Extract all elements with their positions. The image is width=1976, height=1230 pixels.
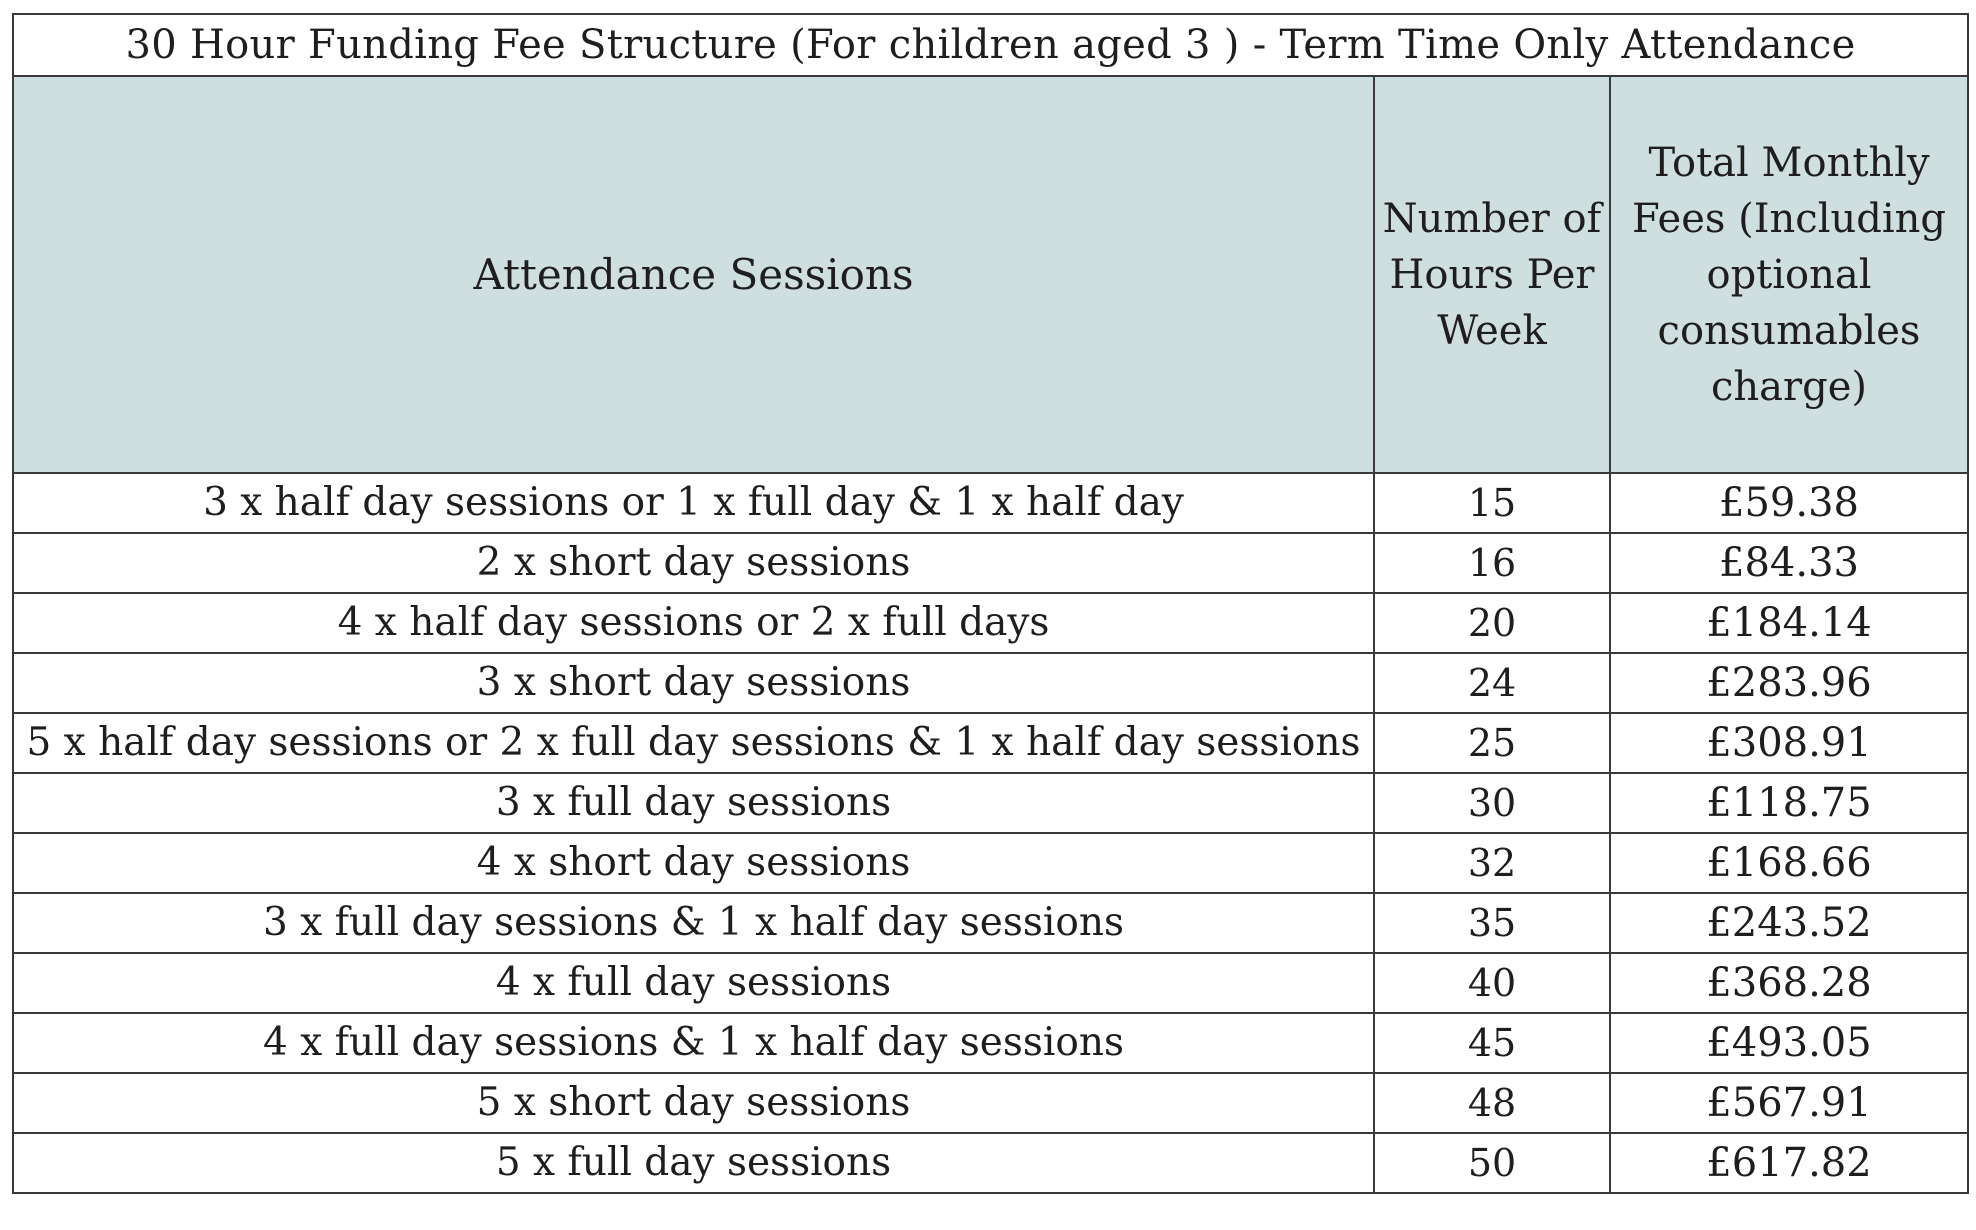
attendance-sessions-cell: 3 x half day sessions or 1 x full day & 1 x half day: [13, 473, 1374, 533]
header-attendance-sessions: Attendance Sessions: [13, 76, 1374, 473]
attendance-sessions-cell: 5 x short day sessions: [13, 1073, 1374, 1133]
table-row: [13, 893, 1968, 953]
header-hours-per-week: Number of Hours Per Week: [1374, 76, 1610, 473]
table-row: [13, 1013, 1968, 1073]
table-row: [13, 773, 1968, 833]
attendance-sessions-cell: 3 x short day sessions: [13, 653, 1374, 713]
table-row: [13, 473, 1968, 533]
hours-per-week-cell: 24: [1374, 653, 1610, 713]
hours-per-week-cell: 32: [1374, 833, 1610, 893]
table-row: [13, 653, 1968, 713]
monthly-fee-cell: £567.91: [1610, 1073, 1968, 1133]
monthly-fee-cell: £84.33: [1610, 533, 1968, 593]
monthly-fee-cell: £168.66: [1610, 833, 1968, 893]
table-row: [13, 1133, 1968, 1193]
table-row: [13, 593, 1968, 653]
attendance-sessions-cell: 5 x half day sessions or 2 x full day sessions & 1 x half day sessions: [13, 713, 1374, 773]
header-total-monthly-fees: Total Monthly Fees (Including optional consumables charge): [1610, 76, 1968, 473]
monthly-fee-cell: £243.52: [1610, 893, 1968, 953]
fee-structure-table: [12, 13, 1969, 1194]
table-row: [13, 713, 1968, 773]
monthly-fee-cell: £493.05: [1610, 1013, 1968, 1073]
table-row: [13, 953, 1968, 1013]
table-title: 30 Hour Funding Fee Structure (For children aged 3 ) - Term Time Only Attendance: [13, 14, 1968, 76]
title-row: [13, 14, 1968, 76]
monthly-fee-cell: £308.91: [1610, 713, 1968, 773]
attendance-sessions-cell: 4 x short day sessions: [13, 833, 1374, 893]
attendance-sessions-cell: 2 x short day sessions: [13, 533, 1374, 593]
hours-per-week-cell: 20: [1374, 593, 1610, 653]
hours-per-week-cell: 16: [1374, 533, 1610, 593]
attendance-sessions-cell: 4 x half day sessions or 2 x full days: [13, 593, 1374, 653]
table-body: [13, 14, 1968, 1193]
attendance-sessions-cell: 3 x full day sessions & 1 x half day sessions: [13, 893, 1374, 953]
attendance-sessions-cell: 5 x full day sessions: [13, 1133, 1374, 1193]
hours-per-week-cell: 15: [1374, 473, 1610, 533]
monthly-fee-cell: £368.28: [1610, 953, 1968, 1013]
hours-per-week-cell: 25: [1374, 713, 1610, 773]
hours-per-week-cell: 30: [1374, 773, 1610, 833]
monthly-fee-cell: £118.75: [1610, 773, 1968, 833]
table-row: [13, 533, 1968, 593]
attendance-sessions-cell: 3 x full day sessions: [13, 773, 1374, 833]
table-row: [13, 1073, 1968, 1133]
table-row: [13, 833, 1968, 893]
monthly-fee-cell: £283.96: [1610, 653, 1968, 713]
hours-per-week-cell: 45: [1374, 1013, 1610, 1073]
attendance-sessions-cell: 4 x full day sessions & 1 x half day sessions: [13, 1013, 1374, 1073]
monthly-fee-cell: £617.82: [1610, 1133, 1968, 1193]
hours-per-week-cell: 50: [1374, 1133, 1610, 1193]
hours-per-week-cell: 48: [1374, 1073, 1610, 1133]
hours-per-week-cell: 35: [1374, 893, 1610, 953]
header-row: [13, 76, 1968, 473]
attendance-sessions-cell: 4 x full day sessions: [13, 953, 1374, 1013]
monthly-fee-cell: £59.38: [1610, 473, 1968, 533]
hours-per-week-cell: 40: [1374, 953, 1610, 1013]
monthly-fee-cell: £184.14: [1610, 593, 1968, 653]
